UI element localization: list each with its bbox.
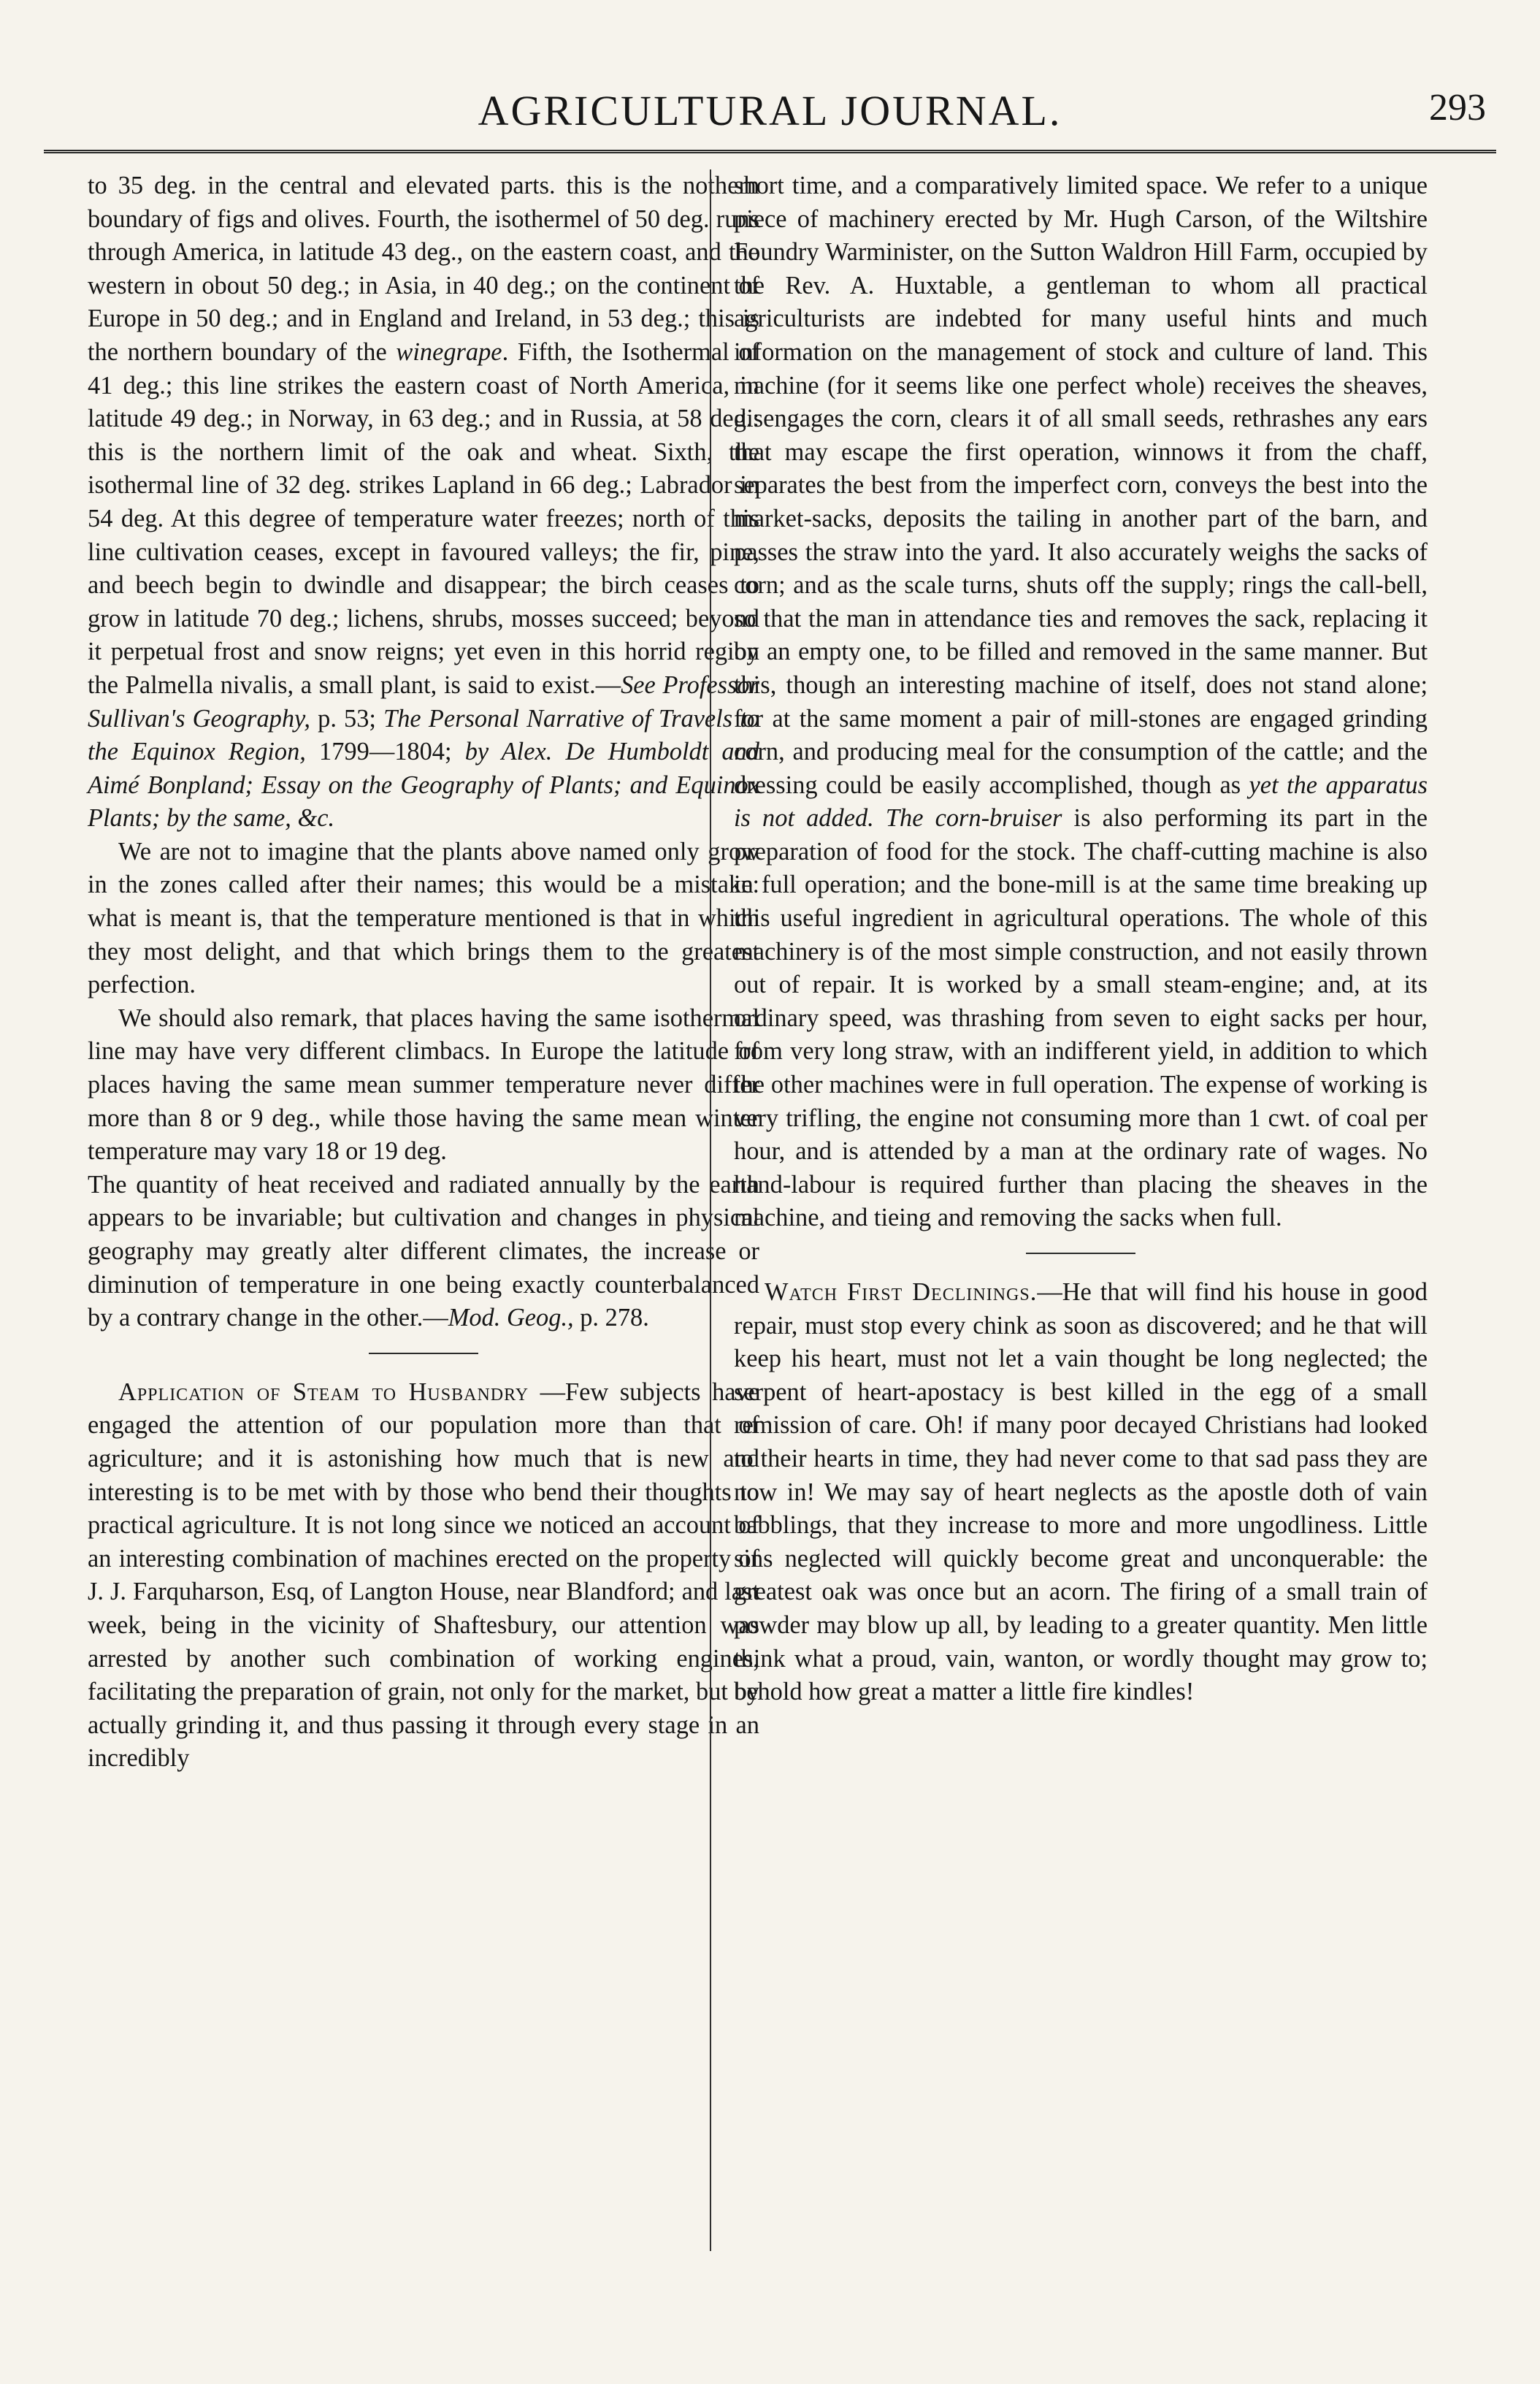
text-run: 1799—1804;	[305, 738, 465, 766]
text-run: . Fifth, the Isothermal of 41 deg.; this line strikes the eastern coast of North America, in latitude 49 deg.; in Norway, in 63 deg.; and in Russia, at 58 deg.: this is the northern limit of the oak and wheat. Sixth, the isothermal line of 32 deg. strikes Lapland in 66 deg.; Labrador in 54 deg. At this degree of temperature water freezes; north of this line cultivation ceases, except in favoured valleys; the fir, pine, and beech begin to dwindle and disappear; the birch ceases to grow in latitude 70 deg.; lichens, shrubs, mosses succeed; beyond it perpetual frost and snow reigns; yet even in this horrid region the Palmella nivalis, a small plant, is said to exist.—	[88, 337, 760, 699]
column-divider	[710, 169, 711, 2251]
section-divider	[1026, 1253, 1135, 1254]
text-run: The quantity of heat received and radiated annually by the earth appears to be invariable; but cultivation and changes in physical geography may greatly alter different climates, the increase or diminution of temperature in one being exactly counterbalanced by a contrary change in the other.—	[88, 1170, 759, 1332]
text-run: is also performing its part in the preparation of food for the stock. The chaff-cutting machine is also in full operation; and the bone-mill is at the same time breaking up this useful ingredient in agricultural operations. The whole of this machinery is of the most simple construction, and not easily thrown out of repair. It is worked by a small steam-engine; and, at its ordinary speed, was thrashing from seven to eight sacks per hour, from very long straw, with an indifferent yield, in addition to which the other machines were in full operation. The expense of working is very trifling, the engine not consuming more than 1 cwt. of coal per hour, and is attended by a man at the ordinary rate of wages. No hand-labour is required further than placing the sheaves in the machine, and tieing and removing the sacks when full.	[734, 804, 1428, 1232]
plants-zones-paragraph: We are not to imagine that the plants above named only grow in the zones called after their names; this would be a mistake: what is meant is, that the temperature mentioned is that in which they most delight, and that which brings them to the greatest perfection.	[88, 837, 759, 999]
reference-italic: See Professor Sullivan's Geography,	[88, 670, 759, 733]
reference-italic: The Personal Narrative of Travels to the Equinox Region,	[88, 704, 759, 766]
machine-description-paragraph	[734, 169, 1428, 1235]
reference-italic: Mod. Geog.,	[448, 1304, 574, 1332]
text-run: short time, and a comparatively limited space. We refer to a unique piece of machinery erected by Mr. Hugh Carson, of the Wiltshire Foundry Warminister, on the Sutton Waldron Hill Farm, occupied by the Rev. A. Huxtable, a gentleman to whom all practical agriculturists are indebted for many useful hints and much information on the management of stock and culture of land. This machine (for it seems like one perfect whole) receives the sheaves, disengages the corn, clears it of all small seeds, rethrashes any ears that may escape the first operation, winnows it from the chaff, separates the best from the imperfect corn, conveys the best into the market-sacks, deposits the tailing in another part of the barn, and passes the straw into the yard. It also accurately weighs the sacks of corn; and as the scale turns, shuts off the supply; rings the call-bell, so that the man in attendance ties and removes the sack, replacing it by an empty one, to be filled and removed in the same manner. But this, though an interesting machine of itself, does not stand alone; for at the same moment a pair of mill-stones are engaged grinding corn, and producing meal for the consumption of the cattle; and the dressing could be easily accomplished, though as	[734, 172, 1428, 799]
text-run-italic: winegrape	[396, 337, 502, 366]
page-header	[44, 86, 1496, 145]
header-rule	[44, 150, 1496, 153]
right-column	[734, 169, 1428, 1709]
article-body: —Few subjects have engaged the attention of our population more than that of agriculture; and it is astonishing how much that is new and interesting is to be met with by those who bend their thoughts to practical agriculture. It is not long since we noticed an account of an interesting combination of machines erected on the property of J. J. Farquharson, Esq, of Langton House, near Blandford; and last week, being in the vicinity of Shaftesbury, our attention was arrested by another such combination of working engines, facilitating the preparation of grain, not only for the market, but by actually grinding it, and thus passing it through every stage in an incredibly	[88, 1378, 759, 1773]
isothermal-remark-paragraph: We should also remark, that places having the same isothermal line may have very different climbacs. In Europe the latitude of places having the same mean summer temperature never differ more than 8 or 9 deg., while those having the same mean winter temperature may vary 18 or 19 deg.	[88, 1004, 759, 1166]
text-run-italic: yet the apparatus is not added. The corn-bruiser	[734, 771, 1428, 833]
article-heading: Application of Steam to Husbandry	[118, 1378, 529, 1406]
running-title: AGRICULTURAL JOURNAL.	[478, 87, 1062, 134]
page-number: 293	[1429, 87, 1486, 129]
steam-husbandry-article	[88, 1376, 759, 1776]
isotherm-paragraph	[88, 169, 759, 836]
text-run: to 35 deg. in the central and elevated parts. this is the nothern boundary of figs and olives. Fourth, the isothermel of 50 deg. runs through America, in latitude 43 deg., on the eastern coast, and the western in obout 50 deg.; in Asia, in 40 deg.; on the continent of Europe in 50 deg.; and in England and Ireland, in 53 deg.; this is the northern boundary of the	[88, 172, 759, 366]
article-heading: Watch First Declinings.	[765, 1278, 1038, 1306]
reference-italic: by Alex. De Humboldt and Aimé Bonpland; Essay on the Geography of Plants; and Equinox Plants; by the same, &c.	[88, 738, 759, 833]
watch-declinings-article	[734, 1276, 1428, 1709]
article-body: —He that will find his house in good repair, must stop every chink as soon as discovered; and he that will keep his heart, must not let a vain thought be long neglected; the serpent of heart-apostacy is best killed in the egg of a small remission of care. Oh! if many poor decayed Christians had looked to their hearts in time, they had never come to that sad pass they are now in! We may say of heart neglects as the apostle doth of vain babblings, that they increase to more and more ungodliness. Little sins neglected will quickly become great and unconquerable: the greatest oak was once but an acorn. The firing of a small train of powder may blow up all, by leading to a greater quantity. Men little think what a proud, vain, wanton, or wordly thought may grow to; behold how great a matter a little fire kindles!	[734, 1278, 1428, 1706]
heat-quantity-paragraph	[88, 1169, 759, 1335]
left-column	[88, 169, 759, 1776]
section-divider	[369, 1353, 478, 1354]
text-run: p. 53;	[310, 704, 384, 733]
text-run: p. 278.	[573, 1304, 649, 1332]
